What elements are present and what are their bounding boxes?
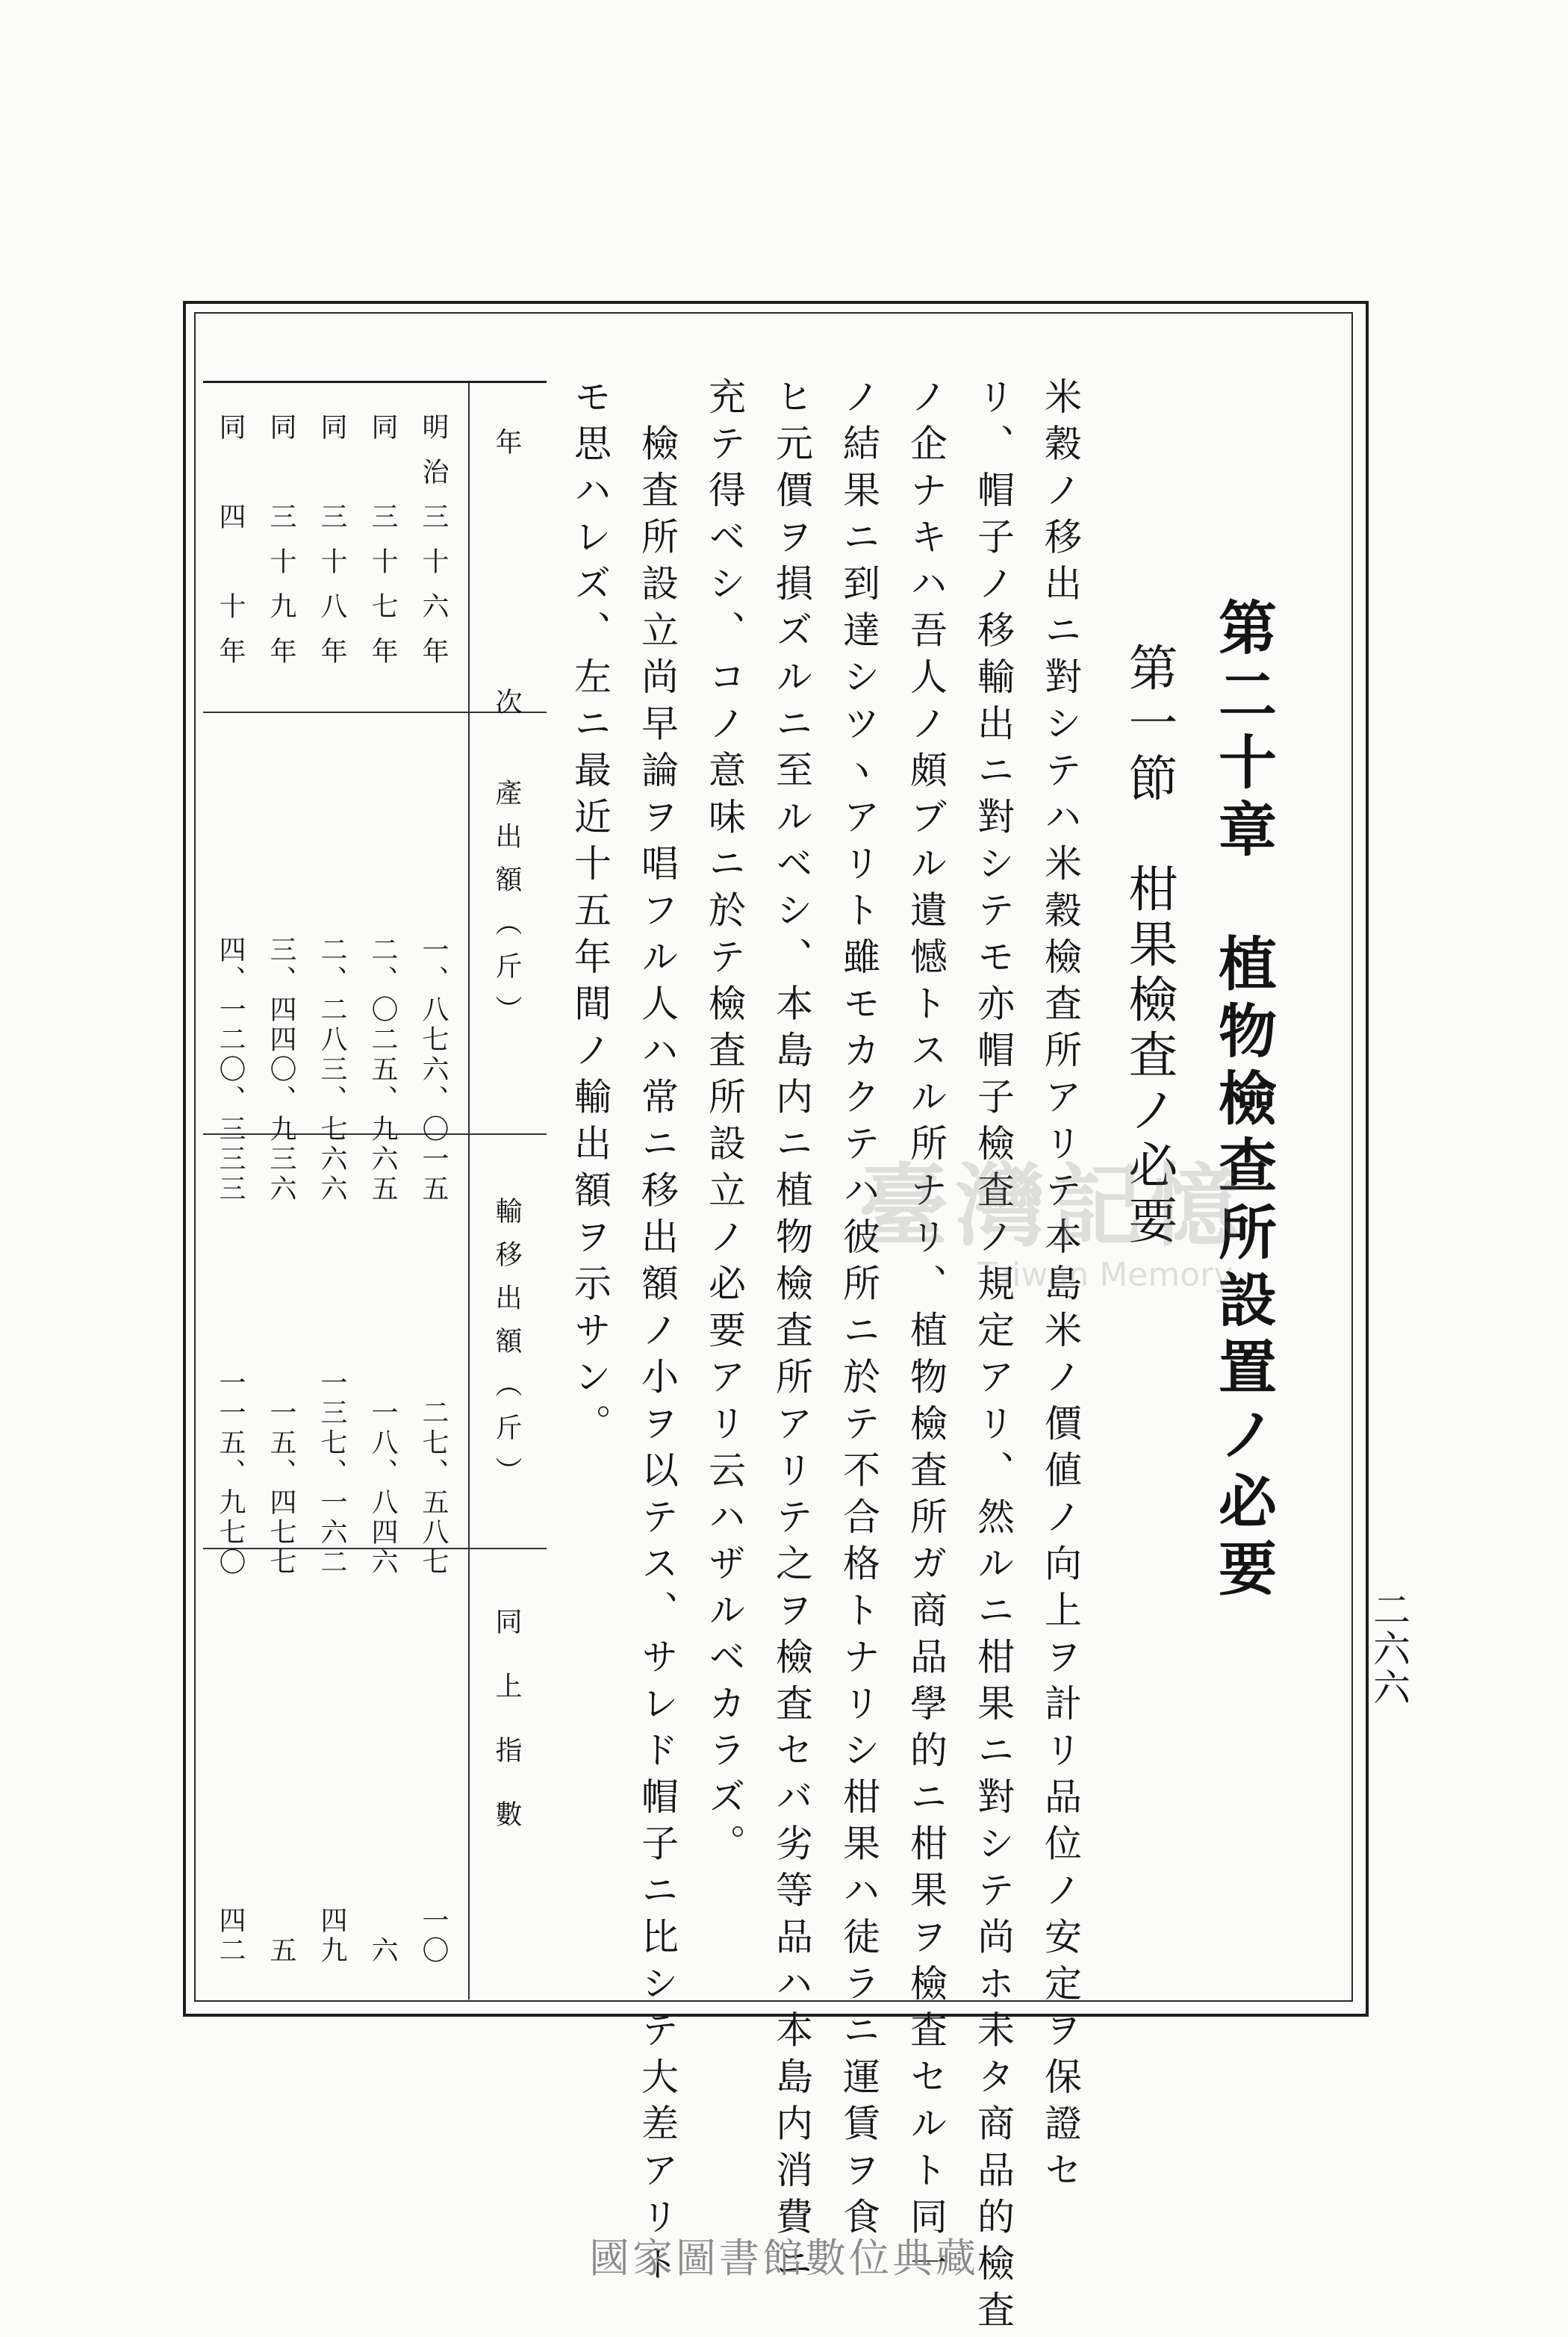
year-cell: 同 四 十年 — [215, 413, 246, 682]
export-cell: 一三七、一六二 — [317, 1369, 347, 1578]
watermark-subtitle: Taiwan Memory — [977, 1256, 1233, 1294]
chapter-title: 第二十章 植物檢查所設置ノ必要 — [1209, 597, 1277, 1605]
export-cell: 一八、八四六 — [367, 1398, 398, 1578]
section-title: 第一節 柑果檢査ノ必要 — [1120, 642, 1177, 1250]
index-cell: 六 — [367, 1936, 398, 1966]
production-cell: 一、八七六、〇一五 — [418, 936, 449, 1204]
page-number: 二六六 — [1367, 1590, 1410, 1707]
header-year: 年 次 — [491, 428, 522, 774]
table-header-divider — [468, 383, 470, 2000]
header-export: 輸移出額（斤） — [491, 1197, 522, 1500]
export-cell: 二七、五八七 — [418, 1398, 449, 1578]
body-line: 充テ得ベシ、コノ意味ニ於テ檢査所設立ノ必要アリ云ハザルベカラズ。 — [703, 377, 746, 1870]
body-line: ノ結果ニ到達シツヽアリト雖モカクテハ彼所ニ於テ不合格トナリシ柑果ハ徒ラニ運賃ヲ食 — [837, 377, 880, 2244]
watermark — [814, 1135, 1292, 1294]
index-cell: 一〇 — [418, 1906, 449, 1966]
export-statistics-table — [203, 381, 547, 2000]
body-line: リ、帽子ノ移輸出ニ對シテモ亦帽子檢査ノ規定アリ、然ルニ柑果ニ對シテ尚ホ未タ商品的檢査 — [971, 377, 1015, 2337]
index-cell: 四九 — [317, 1906, 347, 1966]
watermark-logo-text: 臺灣記憶 — [859, 1154, 1247, 1259]
production-cell: 三、四四〇、九三六 — [266, 936, 296, 1204]
year-cell: 同 三十九年 — [266, 413, 296, 682]
export-cell: 一一五、九七〇 — [215, 1369, 246, 1578]
production-cell: 二、二八三、七六六 — [317, 936, 347, 1204]
index-cell: 四二 — [215, 1906, 246, 1966]
body-line: 米穀ノ移出ニ對シテハ米穀檢査所アリテ本島米ノ價値ノ向上ヲ計リ品位ノ安定ヲ保證セ — [1039, 377, 1082, 2197]
body-line: モ思ハレズ、左ニ最近十五年間ノ輸出額ヲ示サン。 — [568, 377, 612, 1451]
footer-archive-label: 國家圖書館數位典藏 — [589, 2235, 979, 2282]
year-cell: 明治三十六年 — [418, 413, 449, 682]
body-line: ノ企ナキハ吾人ノ頗ブル遺憾トスル所ナリ、植物檢査所ガ商品學的ニ柑果ヲ檢査セルト同一 — [904, 377, 948, 2291]
production-cell: 二、〇二五、九六五 — [367, 936, 398, 1204]
index-cell: 五 — [266, 1936, 296, 1966]
export-cell: 一五、四七七 — [266, 1398, 296, 1578]
production-cell: 四、一二〇、三三三 — [215, 936, 246, 1204]
header-index: 同上指數 — [491, 1608, 522, 1864]
body-line: 檢査所設立尚早論ヲ唱フル人ハ常ニ移出額ノ小ヲ以テス、サレド帽子ニ比シテ大差アリト — [635, 377, 679, 2291]
year-cell: 同 三十八年 — [317, 413, 347, 682]
body-line: ヒ元價ヲ損ズルニ至ルベシ、本島内ニ植物檢査所アリテ之ヲ檢査セバ劣等品ハ本島内消費ニ — [770, 377, 813, 2291]
header-production: 產出額（斤） — [491, 779, 522, 1039]
year-cell: 同 三十七年 — [367, 413, 398, 682]
